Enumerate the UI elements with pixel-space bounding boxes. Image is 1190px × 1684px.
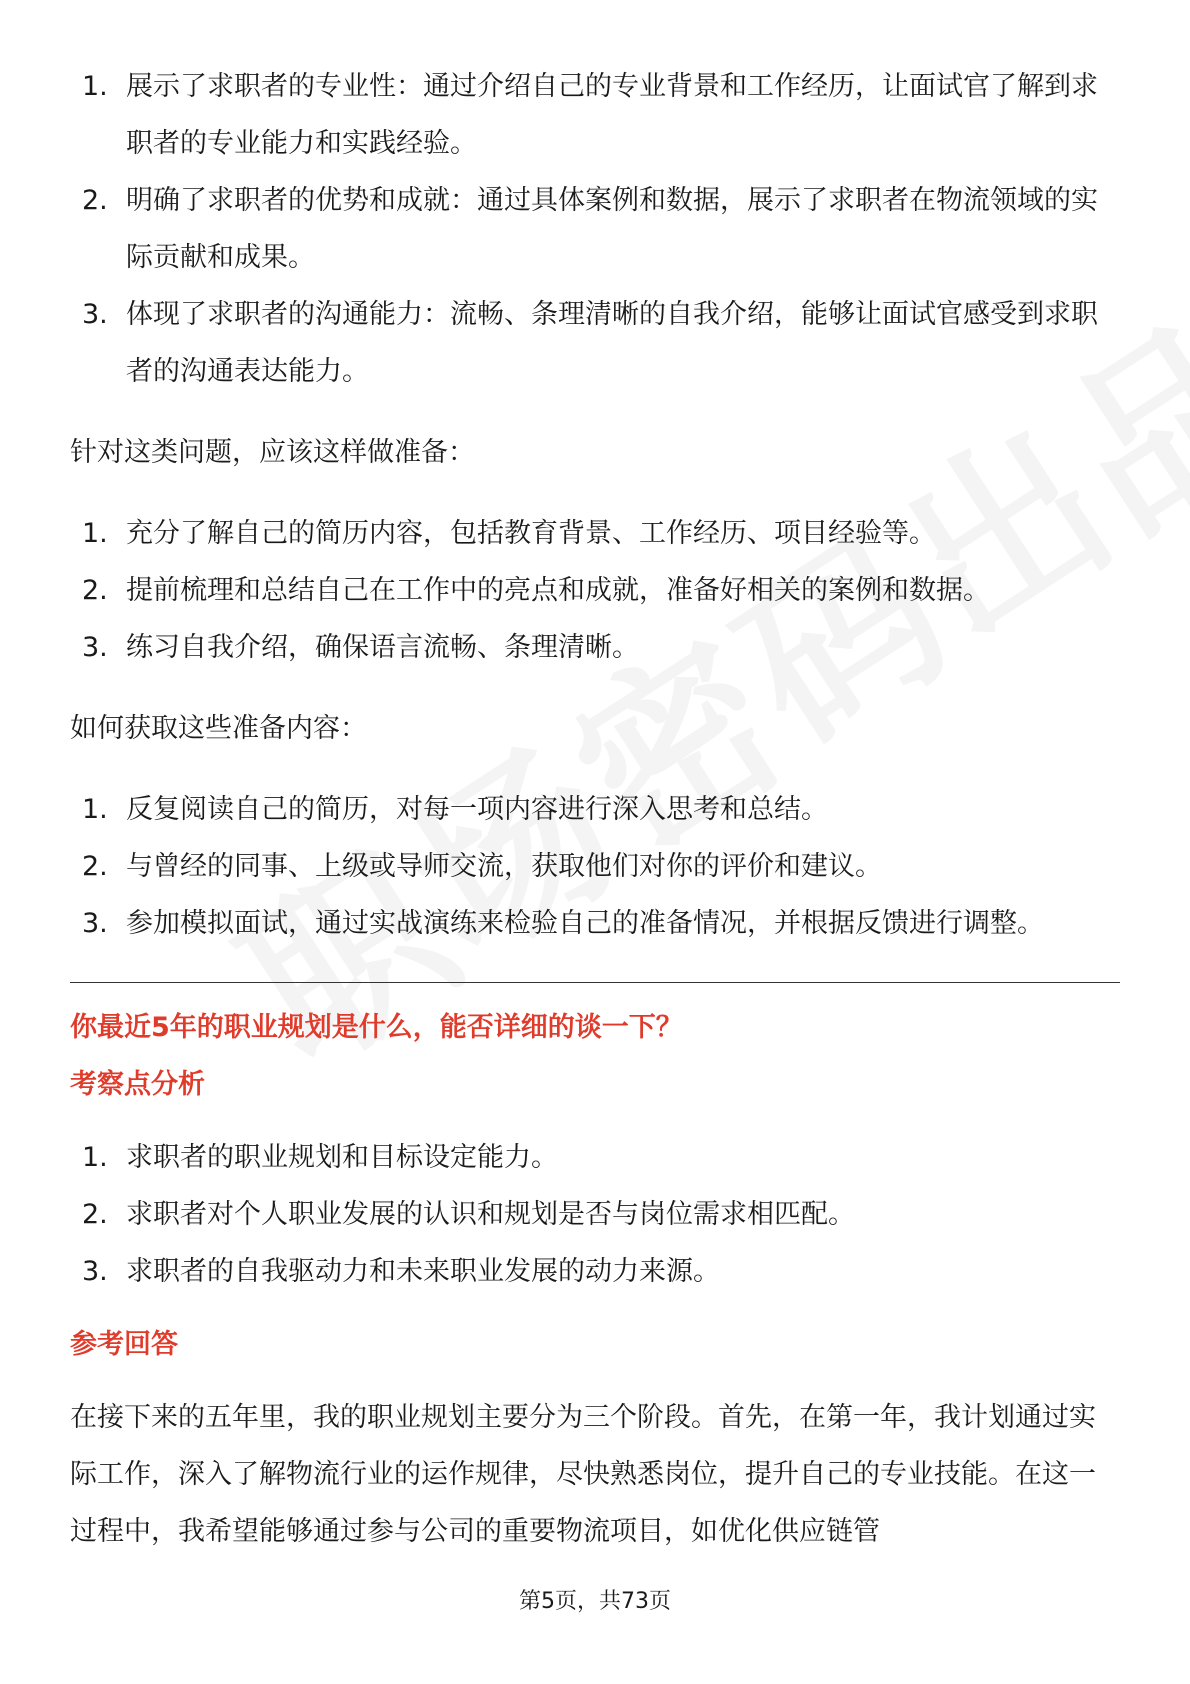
section-divider: [70, 982, 1120, 983]
list-text: 明确了求职者的优势和成就：通过具体案例和数据，展示了求职者在物流领域的实际贡献和成果。: [126, 185, 1098, 273]
answer-paragraph: 在接下来的五年里，我的职业规划主要分为三个阶段。首先，在第一年，我计划通过实际工作，深入了解物流行业的运作规律，尽快熟悉岗位，提升自己的专业技能。在这一过程中，我希望能够通过参与公司的重要物流项目，如优化供应链管: [70, 1402, 1096, 1547]
list-text: 展示了求职者的专业性：通过介绍自己的专业背景和工作经历，让面试官了解到求职者的专业能力和实践经验。: [126, 71, 1098, 159]
list-item: [70, 58, 1120, 172]
list-item: [70, 781, 1120, 838]
list-number: 1.: [82, 794, 108, 825]
list-text: 参加模拟面试，通过实战演练来检验自己的准备情况，并根据反馈进行调整。: [126, 908, 1044, 939]
answer-heading: 参考回答: [70, 1329, 178, 1360]
list-item: [70, 838, 1120, 895]
list-item: [70, 895, 1120, 952]
source-heading: 如何获取这些准备内容：: [70, 713, 367, 744]
list-number: 3.: [82, 632, 108, 663]
list-number: 1.: [82, 71, 108, 102]
list-text: 反复阅读自己的简历，对每一项内容进行深入思考和总结。: [126, 794, 828, 825]
list-item: [70, 1243, 1120, 1300]
list-item: [70, 172, 1120, 286]
list-item: [70, 1186, 1120, 1243]
list-number: 2.: [82, 575, 108, 606]
list-item: [70, 505, 1120, 562]
analysis-heading: 考察点分析: [70, 1069, 205, 1100]
list-text: 求职者对个人职业发展的认识和规划是否与岗位需求相匹配。: [126, 1199, 855, 1230]
list-text: 体现了求职者的沟通能力：流畅、条理清晰的自我介绍，能够让面试官感受到求职者的沟通表达能力。: [126, 299, 1098, 387]
analysis-list: [70, 1129, 1120, 1300]
list-number: 3.: [82, 1256, 108, 1287]
strengths-list: [70, 58, 1120, 400]
list-number: 2.: [82, 851, 108, 882]
list-number: 1.: [82, 1142, 108, 1173]
list-text: 求职者的自我驱动力和未来职业发展的动力来源。: [126, 1256, 720, 1287]
list-number: 2.: [82, 185, 108, 216]
page-footer: 第5页，共73页: [519, 1589, 671, 1614]
prep-list: [70, 505, 1120, 676]
list-text: 练习自我介绍，确保语言流畅、条理清晰。: [126, 632, 639, 663]
list-number: 2.: [82, 1199, 108, 1230]
list-item: [70, 619, 1120, 676]
list-text: 提前梳理和总结自己在工作中的亮点和成就，准备好相关的案例和数据。: [126, 575, 990, 606]
list-number: 1.: [82, 518, 108, 549]
page-content: [70, 58, 1120, 1560]
list-number: 3.: [82, 299, 108, 330]
prep-heading: 针对这类问题，应该这样做准备：: [70, 437, 475, 468]
list-number: 3.: [82, 908, 108, 939]
list-text: 求职者的职业规划和目标设定能力。: [126, 1142, 558, 1173]
source-list: [70, 781, 1120, 952]
question-title: 你最近5年的职业规划是什么，能否详细的谈一下？: [70, 1012, 683, 1043]
list-item: [70, 286, 1120, 400]
list-text: 充分了解自己的简历内容，包括教育背景、工作经历、项目经验等。: [126, 518, 936, 549]
list-text: 与曾经的同事、上级或导师交流，获取他们对你的评价和建议。: [126, 851, 882, 882]
list-item: [70, 562, 1120, 619]
list-item: [70, 1129, 1120, 1186]
